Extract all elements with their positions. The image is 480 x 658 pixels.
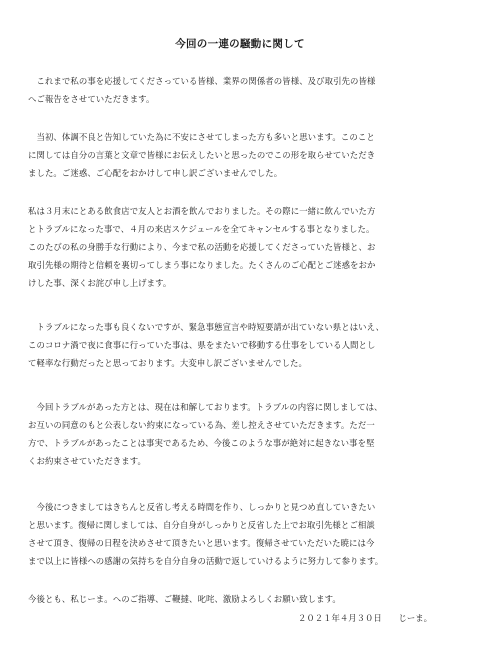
paragraph-1: これまで私の事を応援してくださっている皆様、業界の関係者の皆様、及び取引先の皆様 へご報告をさせていただきます。 (28, 76, 376, 104)
paragraph-7: 今後とも、私じーま。へのご指導、ご鞭撻、叱咤、激励よろしくお願い致します。 (28, 594, 341, 604)
document-title: 今回の一連の騒動に関して (175, 38, 305, 50)
signature-line (0, 609, 432, 627)
paragraph-5: 今回トラブルがあった方とは、現在は和解しております。トラブルの内容に関しましては、 お互いの同意のもと公表しない約束になっている為、差し控えさせていただきます。ただ一 方で、トラブルがあったことは事実であるため、今後このような事が絶対に起きない事を堅 くお約束させていただきます。 (28, 402, 383, 466)
paragraph-4: トラブルになった事も良くないですが、緊急事態宣言や時短要請が出ていない県とはいえ、 このコロナ渦で夜に食事に行っていた事は、県をまたいで移動する仕事をしている人間とし て軽率な行動だったと思っております。大変申し訳ございませんでした。 (28, 322, 385, 368)
author-name: じーま。 (398, 613, 432, 623)
paragraph-6: 今後につきましてはきちんと反省し考える時間を作り、しっかりと見つめ直していきたい と思います。復帰に関しましては、自分自身がしっかりと反省した上でお取引先様とご相談 させて頂き、復帰の日程を決めさせて頂きたいと思います。復帰させていただいた暁には今 まで以上に皆様への感謝の気持ちを自分自身の活動で返していけるように努力して参ります。 (28, 502, 384, 566)
paragraph-2: 当初、体調不良と告知していた為に不安にさせてしまった方も多いと思います。このこと に関しては自分の言葉と文章で皆様にお伝えしたいと思ったのでこの形を取らせていただき ました。ご迷惑、ご心配をおかけして申し訳ございませんでした。 (28, 132, 376, 178)
date-text: ２０２１年４月３０日 (298, 613, 382, 623)
paragraph-3: 私は３月末にとある飲食店で友人とお酒を飲んでおりました。その際に一緒に飲んでいた方 とトラブルになった事で、４月の来店スケジュールを全てキャンセルする事となりました。 このたびの私の身勝手な行動により、今まで私の活動を応援してくださっていた皆様と、お 取引先様の期待と信頼を裏切ってしまう事になりました。たくさんのご心配とご迷惑をおか けした事、深くお詫び申し上げます。 (28, 206, 376, 288)
